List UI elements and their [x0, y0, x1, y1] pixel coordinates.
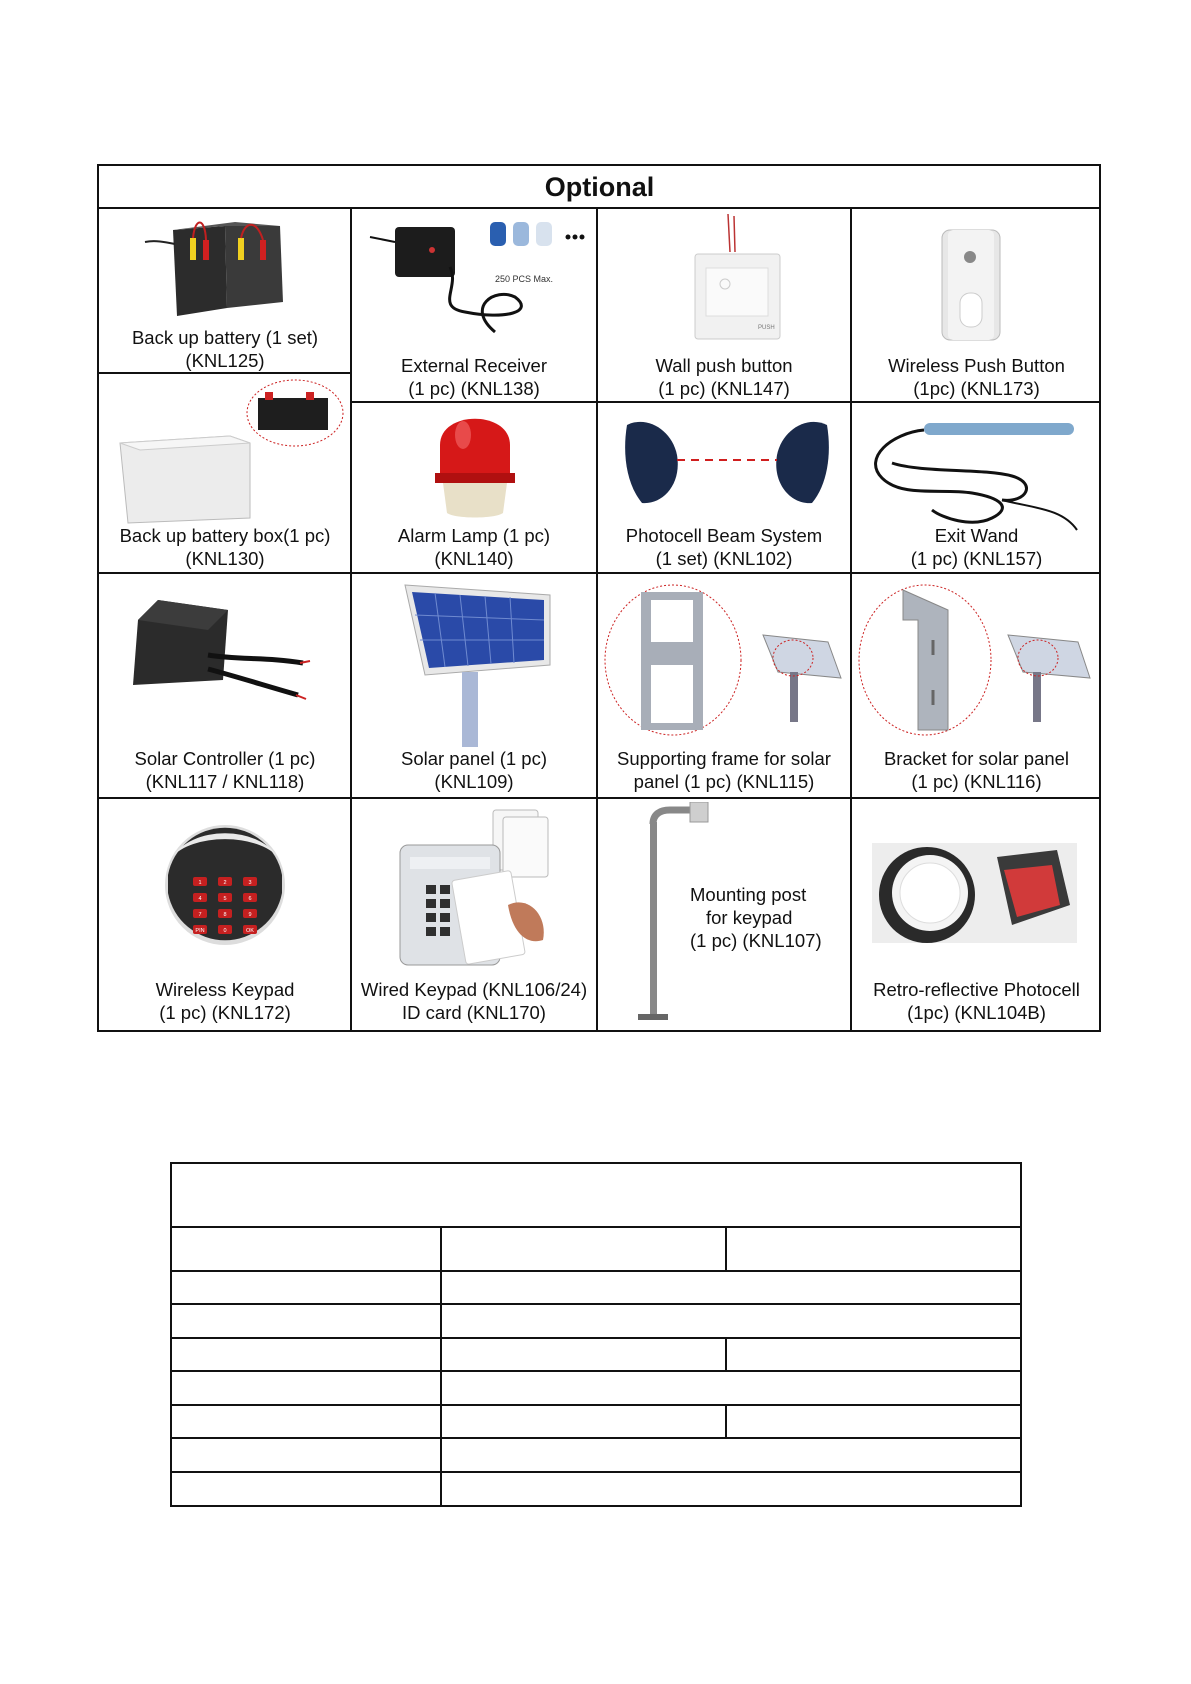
battery-box-icon: [110, 378, 345, 528]
receiver-icon: [365, 212, 590, 352]
item-caption: Wireless Keypad (1 pc) (KNL172): [155, 979, 295, 1023]
keypad-digit: 4: [198, 896, 202, 902]
item-caption: Back up battery box(1 pc) (KNL130): [119, 525, 331, 569]
keypad-digit: 6: [248, 896, 252, 902]
item-caption: Retro-reflective Photocell (1pc) (KNL104B): [873, 979, 1080, 1023]
item-caption: Bracket for solar panel (1 pc) (KNL116): [883, 748, 1070, 792]
keypad-digit: 8: [223, 912, 227, 918]
keypad-digit: 9: [248, 912, 252, 918]
photocell-icon: [622, 415, 832, 510]
keypad-digit: 7: [198, 912, 202, 918]
frame-icon: [603, 580, 848, 740]
keypad-digit: 2: [223, 880, 227, 886]
photo-label: PUSH: [758, 325, 775, 331]
item-caption: Wall push button (1 pc) (KNL147): [655, 355, 793, 399]
exit-wand-icon: [862, 418, 1092, 536]
battery-icon: [135, 212, 305, 327]
item-caption: Back up battery (1 set) (KNL125): [131, 327, 319, 371]
wired-keypad-icon: [398, 805, 563, 970]
bracket-icon: [858, 580, 1098, 740]
item-caption: Exit Wand (1 pc) (KNL157): [910, 525, 1043, 569]
item-caption: External Receiver (1 pc) (KNL138): [400, 355, 547, 399]
item-caption: Mounting post for keypad (1 pc) (KNL107): [690, 884, 822, 951]
photo-label: 250 PCS Max.: [495, 274, 554, 284]
table-title: Optional: [544, 172, 655, 202]
item-caption: Supporting frame for solar panel (1 pc) (KNL115): [617, 748, 831, 792]
item-caption: Alarm Lamp (1 pc) (KNL140): [397, 525, 551, 569]
item-caption: Photocell Beam System (1 set) (KNL102): [625, 525, 823, 569]
item-caption: Wireless Push Button (1pc) (KNL173): [888, 355, 1065, 399]
wall-button-icon: [680, 212, 790, 352]
keypad-digit: 3: [248, 880, 252, 886]
item-caption: Solar panel (1 pc) (KNL109): [400, 748, 548, 792]
wireless-button-icon: [930, 225, 1020, 345]
item-caption: Wired Keypad (KNL106/24) ID card (KNL170): [360, 979, 588, 1023]
retro-photocell-icon: [872, 835, 1077, 950]
keypad-icon: [160, 815, 290, 965]
keypad-digit: PIN: [195, 928, 205, 934]
keypad-digit: 1: [198, 880, 202, 886]
keypad-digit: 5: [223, 896, 227, 902]
solar-controller-icon: [128, 595, 313, 730]
alarm-lamp-icon: [425, 405, 525, 520]
solar-panel-icon: [400, 580, 560, 750]
item-caption: Solar Controller (1 pc) (KNL117 / KNL118): [134, 748, 316, 792]
keypad-digit: OK: [246, 928, 254, 934]
keypad-digit: 0: [223, 928, 227, 934]
